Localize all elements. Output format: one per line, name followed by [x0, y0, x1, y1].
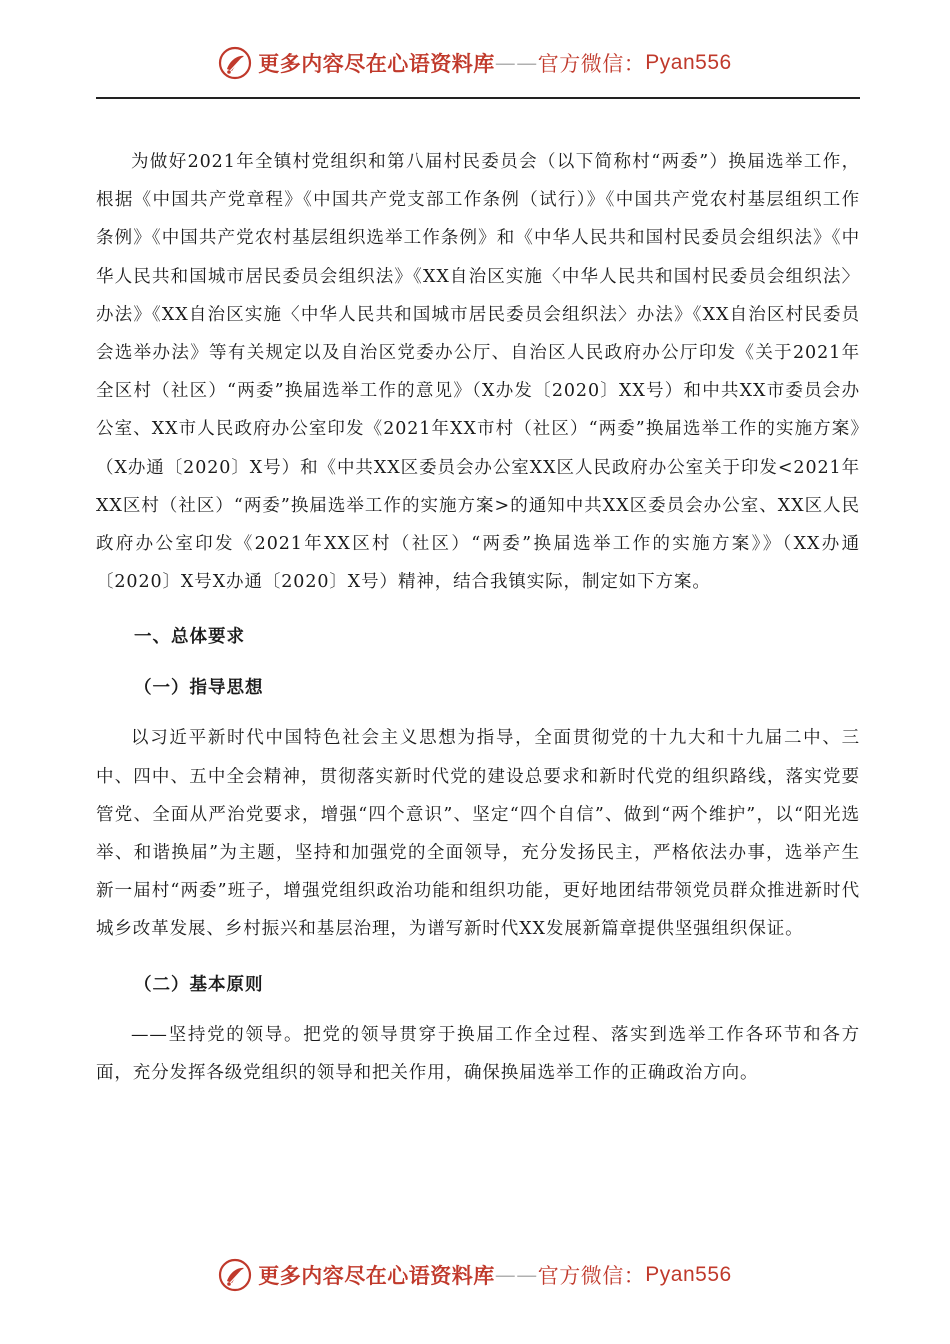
header-divider [96, 97, 860, 99]
header-brand-text: 更多内容尽在心语资料库 [258, 52, 495, 76]
brand-logo-icon [218, 46, 252, 80]
brand-logo-icon [218, 1258, 252, 1292]
footer-separator: —— [494, 1263, 538, 1287]
footer-wechat-id: Pyan556 [645, 1263, 732, 1286]
header-separator: —— [494, 51, 538, 75]
subsection-heading-guiding-thought: （一）指导思想 [134, 678, 264, 699]
intro-paragraph: 为做好2021年全镇村党组织和第八届村民委员会（以下简称村“两委”）换届选举工作，根据《中国共产党章程》《中国共产党支部工作条例（试行）》《中国共产党农村基层组织工作条例》《中国共产党农村基层组织选举工作条例》和《中华人民共和国村民委员会组织法》《中华人民共和国城市居民委员会组织法》《XX自治区实施〈中华人民共和国村民委员会组织法〉办法》《XX自治区实施〈中华人民共和国城市居民委员会组织法〉办法》《XX自治区村民委员会选举办法》等有关规定以及自治区党委办公厅、自治区人民政府办公厅印发《关于2021年全区村（社区）“两委”换届选举工作的意见》（X办发〔2020〕XX号）和中共XX市委员会办公室、XX市人民政府办公室印发《2021年XX市村（社区）“两委”换届选举工作的实施方案》（X办通〔2020〕X号）和《中共XX区委员会办公室XX区人民政府办公室关于印发<2021年XX区村（社区）“两委”换届选举工作的实施方案>的通知中共XX区委员会办公室、XX区人民政府办公室印发《2021年XX区村（社区）“两委”换届选举工作的实施方案》》（XX办通〔2020〕X号X办通〔2020〕X号）精神，结合我镇实际，制定如下方案。 [96, 152, 861, 593]
footer-brand-text: 更多内容尽在心语资料库 [258, 1264, 495, 1288]
basic-principles-paragraph: ——坚持党的领导。把党的领导贯穿于换届工作全过程、落实到选举工作各环节和各方面，充分发挥各级党组织的领导和把关作用，确保换届选举工作的正确政治方向。 [96, 1024, 860, 1083]
section-heading-overall-requirements: 一、总体要求 [134, 627, 245, 648]
document-body [96, 143, 860, 1092]
header-wechat-label: 官方微信： [537, 52, 646, 76]
subsection-heading-basic-principles: （二）基本原则 [134, 974, 264, 995]
header-wechat-id: Pyan556 [645, 51, 732, 74]
guiding-thought-paragraph: 以习近平新时代中国特色社会主义思想为指导，全面贯彻党的十九大和十九届二中、三中、四中、五中全会精神，贯彻落实新时代党的建设总要求和新时代党的组织路线，落实党要管党、全面从严治党要求，增强“四个意识”、坚定“四个自信”、做到“两个维护”，以“阳光选举、和谐换届”为主题，坚持和加强党的全面领导，充分发扬民主，严格依法办事，选举产生新一届村“两委”班子，增强党组织政治功能和组织功能，更好地团结带领党员群众推进新时代城乡改革发展、乡村振兴和基层治理，为谱写新时代XX发展新篇章提供坚强组织保证。 [96, 728, 860, 940]
footer-banner [0, 1255, 950, 1295]
header-banner [0, 43, 950, 83]
footer-wechat-label: 官方微信： [537, 1264, 646, 1288]
